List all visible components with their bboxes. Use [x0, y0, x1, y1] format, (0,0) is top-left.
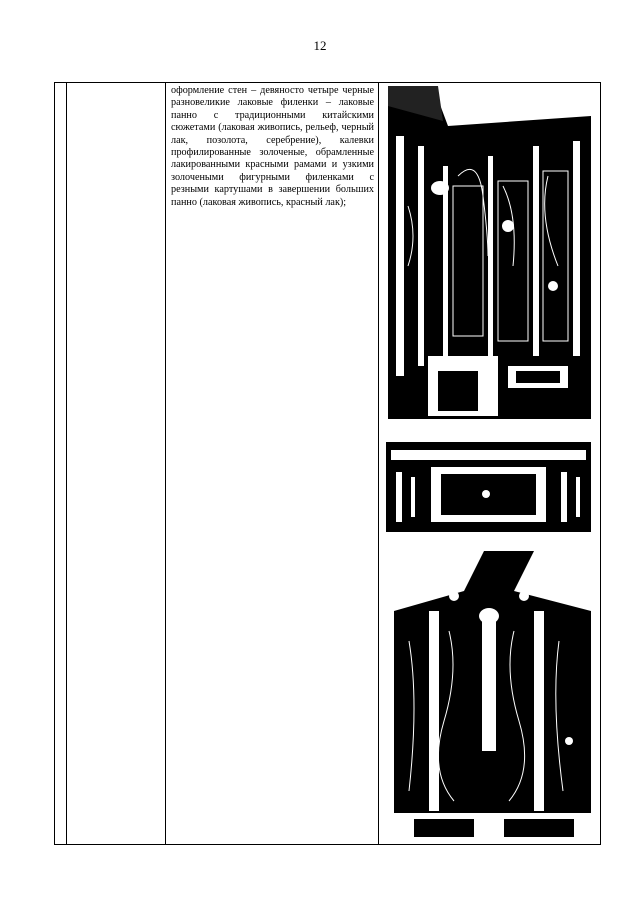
table-cell-photos: [379, 83, 601, 845]
heritage-table: [54, 82, 601, 845]
table-cell-name: [67, 83, 166, 845]
lacquer-wall-corner-photo-2: [394, 551, 591, 843]
table-row: [55, 83, 601, 845]
element-description: оформление стен – девяносто четыре черные разновеликие лаковые филенки – лаковые панно с традиционными китайскими сюжетами (лаковая живопись, рельеф, черный лак, позолота, серебрение), калевки профилированные золоченые, обрамленные лакированными красными рамами и узкими золочеными фигурными филенками с резными картушами в завершении больших панно (лаковая живопись, красный лак);: [171, 85, 374, 208]
page-number: 12: [313, 38, 327, 53]
lacquer-wall-corner-photo: [388, 86, 591, 419]
lacquer-panel-detail-photo: [386, 432, 591, 547]
table-cell-index: [55, 83, 67, 845]
table-cell-description: [166, 83, 379, 845]
